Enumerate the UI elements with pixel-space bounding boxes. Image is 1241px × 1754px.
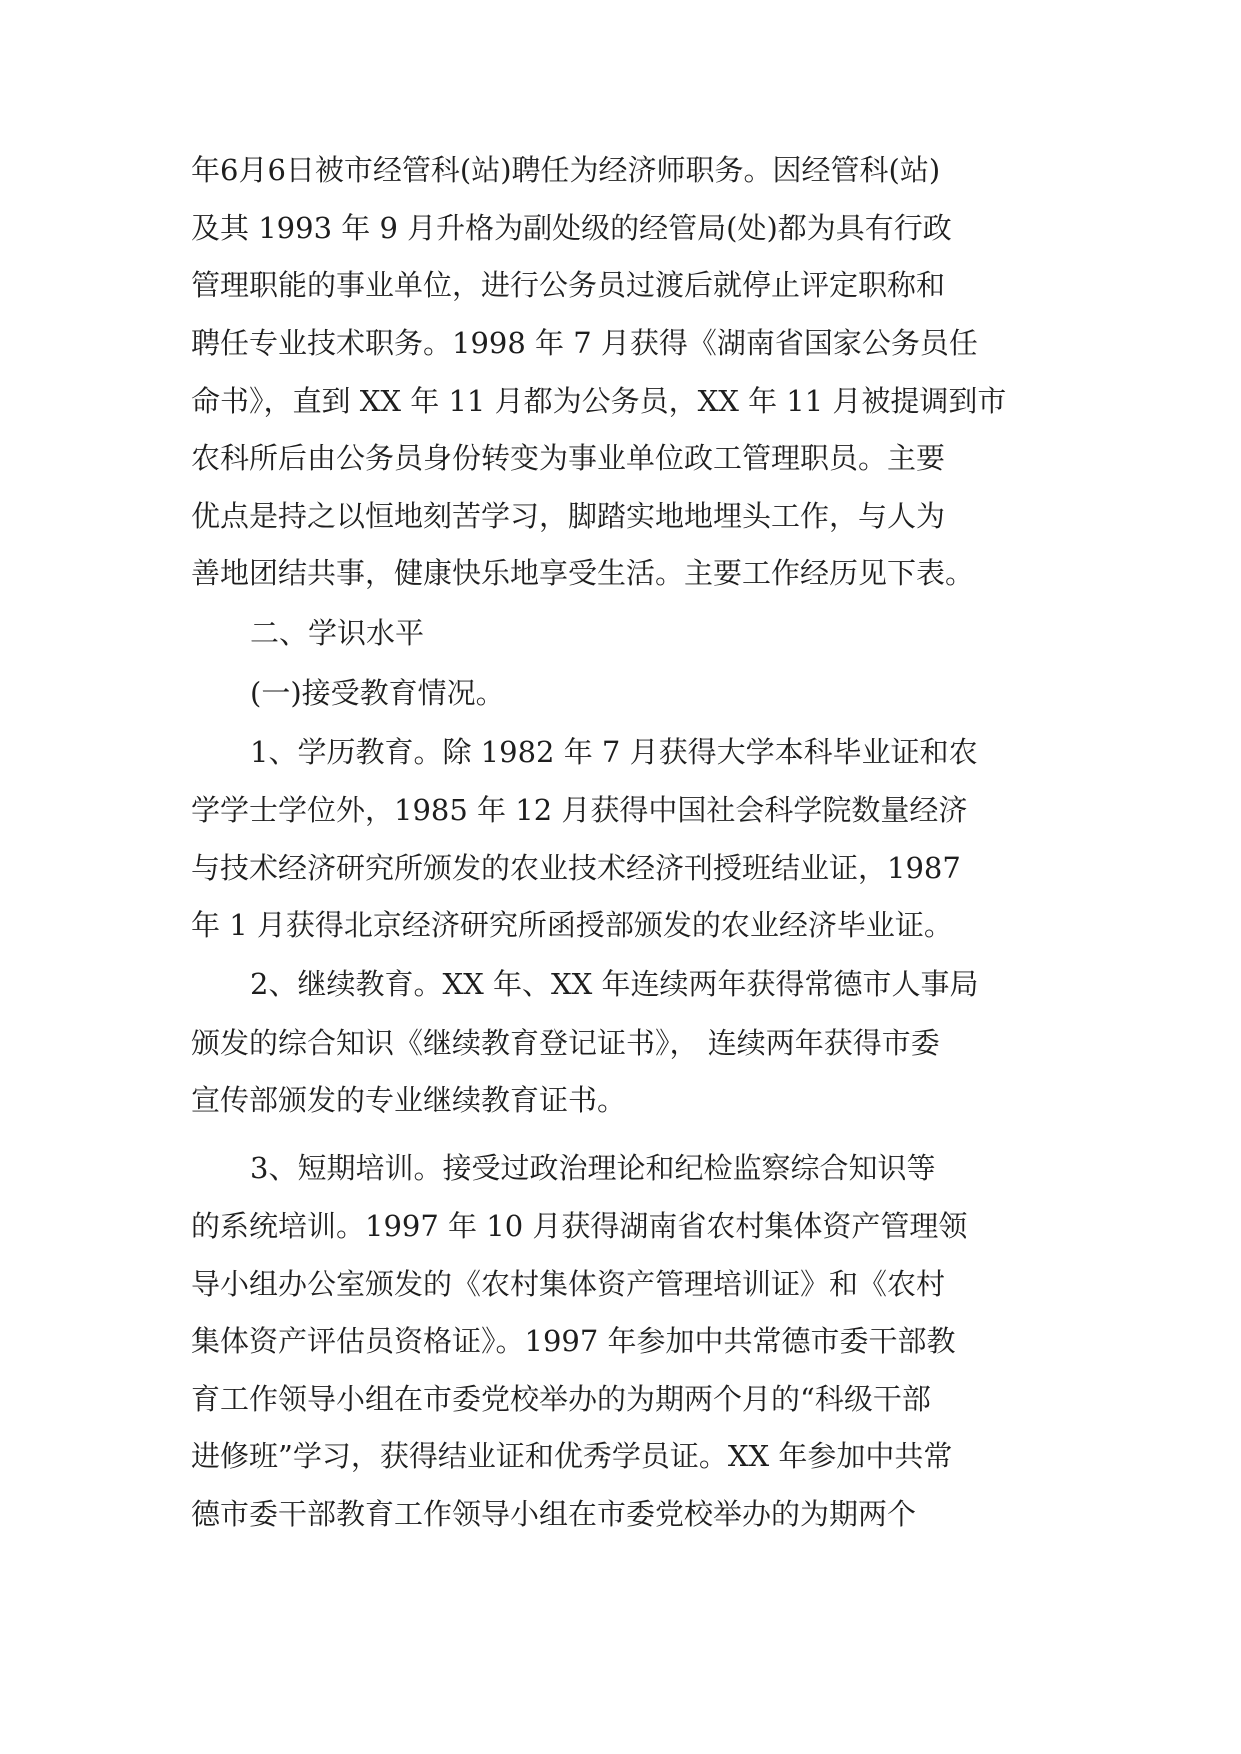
text-line: 农科所后由公务员身份转变为事业单位政工管理职员。主要 — [191, 441, 946, 475]
text-line: 3、短期培训。接受过政治理论和纪检监察综合知识等 — [250, 1151, 936, 1185]
text-line: 导小组办公室颁发的《农村集体资产管理培训证》和《农村 — [191, 1267, 946, 1301]
text-line: 善地团结共事，健康快乐地享受生活。主要工作经历见下表。 — [191, 556, 975, 590]
text-line: 颁发的综合知识《继续教育登记证书》， 连续两年获得市委 — [191, 1026, 940, 1060]
text-line: 学学士学位外，1985 年 12 月获得中国社会科学院数量经济 — [191, 793, 968, 827]
text-line: 集体资产评估员资格证》。1997 年参加中共常德市委干部教 — [191, 1324, 956, 1358]
text-line: 年 1 月获得北京经济研究所函授部颁发的农业经济毕业证。 — [191, 908, 953, 942]
text-line: 命书》，直到 XX 年 11 月都为公务员，XX 年 11 月被提调到市 — [191, 384, 1007, 418]
text-line: 宣传部颁发的专业继续教育证书。 — [191, 1083, 627, 1117]
subsection-heading: (一)接受教育情况。 — [250, 676, 505, 710]
section-heading: 二、学识水平 — [250, 616, 425, 650]
text-line: 育工作领导小组在市委党校举办的为期两个月的“科级干部 — [191, 1382, 931, 1416]
text-line: 与技术经济研究所颁发的农业技术经济刊授班结业证，1987 — [191, 851, 961, 885]
text-line: 聘任专业技术职务。1998 年 7 月获得《湖南省国家公务员任 — [191, 326, 978, 360]
text-line: 的系统培训。1997 年 10 月获得湖南省农村集体资产管理领 — [191, 1209, 968, 1243]
text-line: 及其 1993 年 9 月升格为副处级的经管局(处)都为具有行政 — [191, 211, 952, 245]
text-line: 年6月6日被市经管科(站)聘任为经济师职务。因经管科(站) — [191, 153, 941, 187]
text-line: 管理职能的事业单位，进行公务员过渡后就停止评定职称和 — [191, 268, 946, 302]
text-line: 德市委干部教育工作领导小组在市委党校举办的为期两个 — [191, 1497, 917, 1531]
text-line: 2、继续教育。XX 年、XX 年连续两年获得常德市人事局 — [250, 967, 979, 1001]
text-line: 优点是持之以恒地刻苦学习，脚踏实地地埋头工作，与人为 — [191, 499, 946, 533]
text-line: 1、学历教育。除 1982 年 7 月获得大学本科毕业证和农 — [250, 735, 978, 769]
text-line: 进修班”学习，获得结业证和优秀学员证。XX 年参加中共常 — [191, 1439, 953, 1473]
